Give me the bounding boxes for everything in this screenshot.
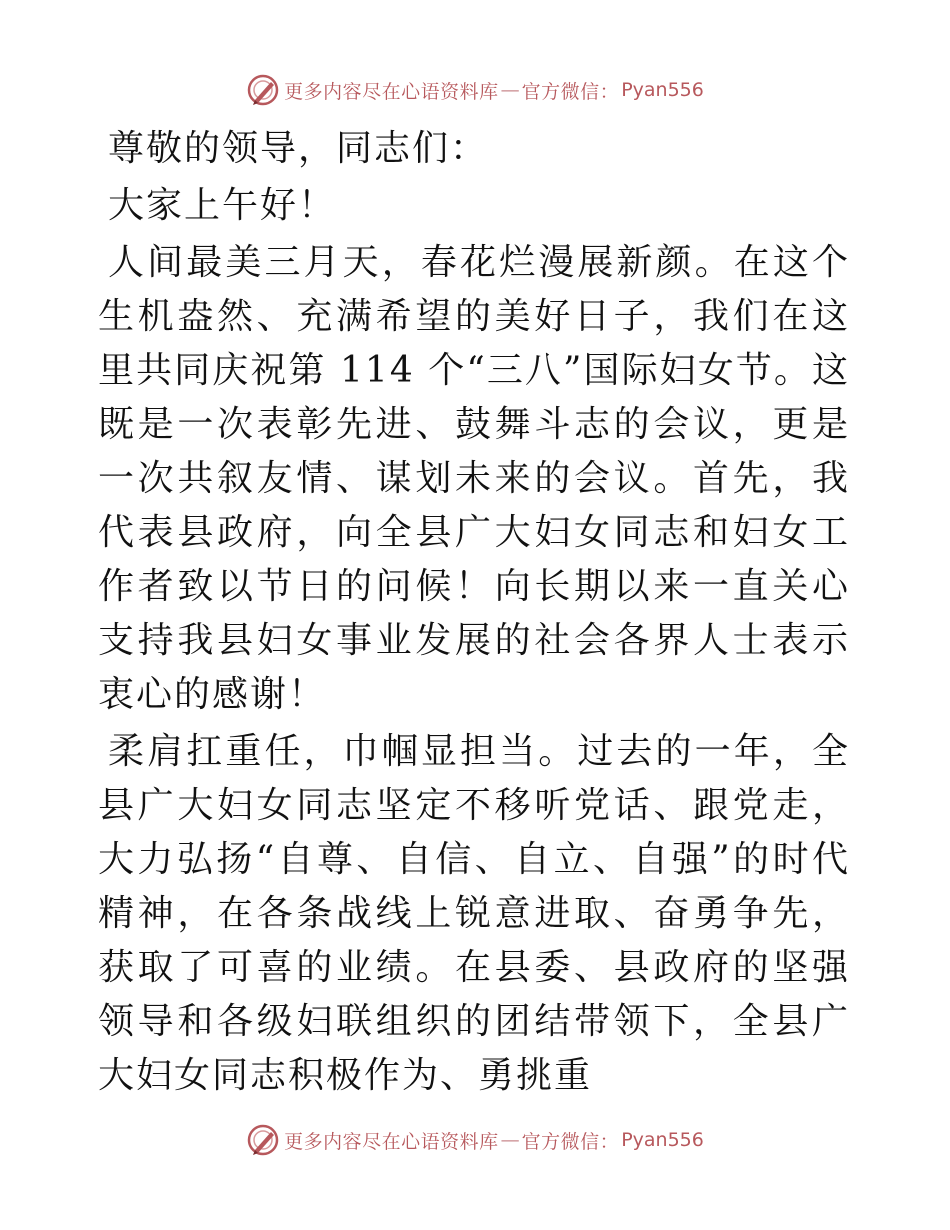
pen-logo-icon	[246, 73, 280, 107]
document-body	[98, 122, 850, 1103]
body-paragraph: 柔肩扛重任，巾帼显担当。过去的一年，全县广大妇女同志坚定不移听党话、跟党走，大力弘扬“自尊、自信、自立、自强”的时代精神，在各条战线上锐意进取、奋勇争先，获取了可喜的业绩。在县委、县政府的坚强领导和各级妇联组织的团结带领下，全县广大妇女同志积极作为、勇挑重	[98, 731, 850, 1096]
salutation: 尊敬的领导，同志们：	[108, 128, 489, 169]
watermark-wechat-label: 官方微信：	[521, 80, 620, 103]
header-watermark	[0, 70, 950, 110]
watermark-site-text: 更多内容尽在心语资料库	[284, 1130, 499, 1153]
watermark-site-text: 更多内容尽在心语资料库	[284, 80, 499, 103]
body-paragraph: 人间最美三月天，春花烂漫展新颜。在这个生机盎然、充满希望的美好日子，我们在这里共同庆祝第 114 个“三八”国际妇女节。这既是一次表彰先进、鼓舞斗志的会议，更是一次共叙友情、谋划未来的会议。首先，我代表县政府，向全县广大妇女同志和妇女工作者致以节日的问候！向长期以来一直关心支持我县妇女事业发展的社会各界人士表示衷心的感谢！	[98, 242, 850, 715]
watermark-wechat-label: 官方微信：	[521, 1130, 620, 1153]
greeting: 大家上午好！	[108, 185, 337, 226]
pen-logo-icon	[246, 1123, 280, 1157]
watermark-account: Pyan556	[621, 1129, 704, 1151]
watermark-separator: —	[500, 79, 520, 101]
watermark-separator: —	[500, 1129, 520, 1151]
footer-watermark	[0, 1120, 950, 1160]
watermark-account: Pyan556	[621, 79, 704, 101]
